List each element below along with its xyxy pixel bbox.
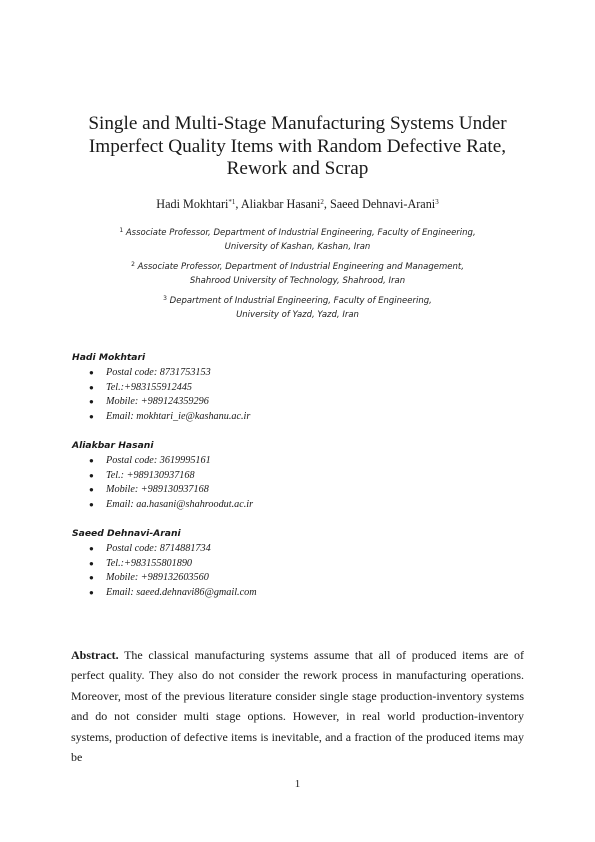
affiliation-number: 3 [163, 295, 167, 302]
bullet-icon: ● [89, 397, 94, 407]
contact-value: Tel.:+983155912445 [106, 381, 193, 393]
bullet-icon: ● [89, 470, 94, 480]
email-link[interactable]: Email: saeed.dehnavi86@gmail.com [106, 586, 257, 598]
contact-postal [72, 542, 532, 557]
contact-value: Mobile: +989124359296 [106, 396, 209, 408]
contact-block-2 [72, 439, 532, 512]
email-link[interactable]: Email: mokhtari_ie@kashanu.ac.ir [106, 410, 251, 422]
affiliation-3 [60, 292, 535, 322]
bullet-icon: ● [89, 544, 94, 553]
bullet-icon: ● [89, 587, 94, 597]
contact-list [72, 542, 532, 600]
contact-email[interactable] [72, 586, 532, 601]
contact-tel [72, 469, 532, 484]
bullet-icon: ● [89, 499, 94, 509]
bullet-icon: ● [89, 368, 94, 377]
bullet-icon: ● [89, 573, 94, 583]
contact-list [72, 366, 532, 424]
author-separator: , [235, 197, 241, 211]
contact-postal [72, 366, 532, 381]
affiliation-line: University of Yazd, Yazd, Iran [236, 309, 359, 320]
contact-name: Hadi Mokhtari [72, 352, 146, 363]
author-marker: 2 [320, 198, 324, 206]
contact-value: Tel.: +989130937168 [106, 469, 195, 481]
affiliation-line: Department of Industrial Engineering, Faculty of Engineering, [169, 296, 432, 306]
contact-mobile [72, 395, 532, 410]
abstract-text: The classical manufacturing systems assume that all of produced items are of perfect quality. They also do not consider the rework process in manufacturing operations. Moreover, most of the previous literature consider single stage production-inventory systems and do not consider multi stage options. However, in real world production-inventory systems, production of defective items is inevitable, and a fraction of the produced items may be [71, 648, 524, 765]
contact-mobile [72, 571, 532, 586]
bullet-icon: ● [89, 411, 94, 421]
contact-tel [72, 381, 532, 396]
contact-postal [72, 454, 532, 469]
affiliation-number: 1 [119, 227, 124, 234]
contact-value: Postal code: 8731753153 [106, 367, 211, 378]
affiliation-line: University of Kashan, Kashan, Iran [224, 241, 371, 252]
author-name: Saeed Dehnavi-Arani [329, 197, 436, 211]
author-name: Aliakbar Hasani [240, 197, 321, 211]
contact-name: Saeed Dehnavi-Arani [72, 528, 181, 539]
affiliation-line: Associate Professor, Department of Industrial Engineering and Management, [137, 262, 464, 272]
bullet-icon: ● [89, 456, 94, 465]
abstract-label: Abstract. [71, 648, 119, 662]
affiliation-number: 2 [131, 261, 135, 268]
contact-email[interactable] [72, 410, 532, 425]
email-link[interactable]: Email: aa.hasani@shahroodut.ac.ir [106, 498, 254, 510]
contact-block-3 [72, 527, 532, 600]
contact-value: Postal code: 3619995161 [106, 455, 211, 466]
contact-mobile [72, 483, 532, 498]
contact-tel [72, 557, 532, 572]
paper-title: Single and Multi-Stage Manufacturing Systems Under Imperfect Quality Items with Random Defective Rate, Rework and Scrap [88, 113, 507, 179]
author-marker: 3 [435, 198, 439, 206]
affiliation-line: Associate Professor, Department of Industrial Engineering, Faculty of Engineering, [125, 228, 476, 238]
page-number: 1 [294, 778, 301, 790]
contact-value: Tel.:+983155801890 [106, 557, 193, 569]
author-marker: *1 [228, 198, 236, 206]
affiliation-2 [60, 258, 535, 288]
contact-block-1 [72, 351, 532, 424]
contact-value: Postal code: 8714881734 [106, 543, 211, 554]
affiliation-line: Shahrood University of Technology, Shahrood, Iran [189, 275, 406, 286]
bullet-icon: ● [89, 485, 94, 495]
bullet-icon: ● [89, 558, 94, 568]
contact-email[interactable] [72, 498, 532, 513]
bullet-icon: ● [89, 382, 94, 392]
affiliation-1 [60, 224, 535, 254]
author-separator: , [323, 197, 330, 211]
author-name: Hadi Mokhtari [156, 197, 229, 211]
author-line [60, 197, 535, 212]
contact-name: Aliakbar Hasani [72, 440, 154, 451]
contact-value: Mobile: +989130937168 [106, 484, 209, 496]
contact-value: Mobile: +989132603560 [106, 572, 209, 584]
abstract [71, 645, 524, 767]
contact-list [72, 454, 532, 512]
